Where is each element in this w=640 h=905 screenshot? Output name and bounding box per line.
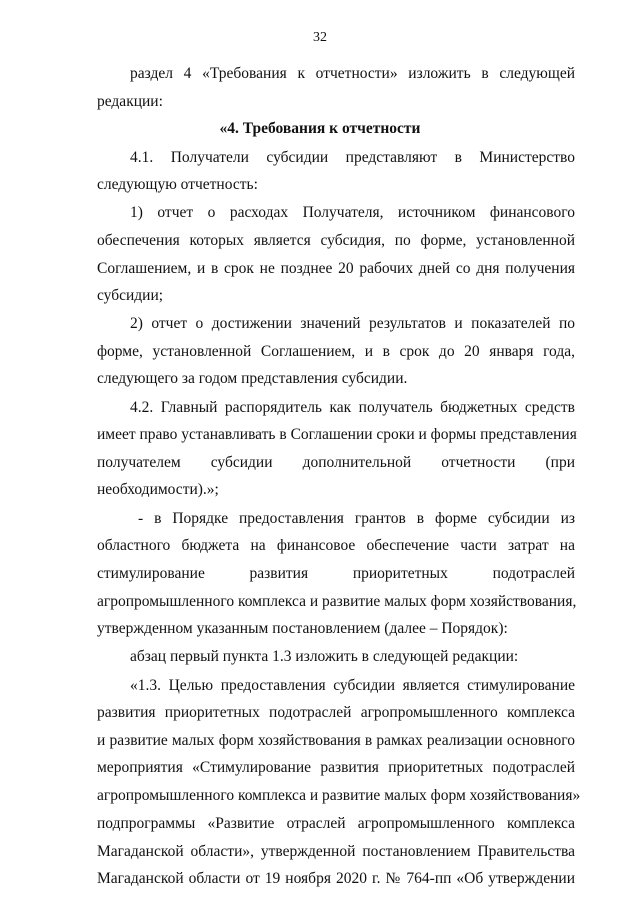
- text-line: получателем субсидии дополнительной отчетности (при: [97, 454, 575, 471]
- text-line: агропромышленного комплекса и развитие малых форм хозяйствования»: [97, 787, 581, 804]
- text-line: 4.1. Получатели субсидии представляют в Министерство: [130, 149, 575, 166]
- text-line: развития приоритетных подотраслей агропромышленного комплекса: [97, 704, 575, 721]
- section-heading: «4. Требования к отчетности: [219, 120, 421, 137]
- text-line: утвержденном указанным постановлением (далее – Порядок):: [97, 620, 508, 637]
- text-line: субсидии;: [97, 287, 164, 304]
- text-line: следующего за годом представления субсидии.: [97, 370, 408, 387]
- text-line: Магаданской области от 19 ноября 2020 г. № 764-пп «Об утверждении: [97, 870, 575, 887]
- text-line: редакции:: [97, 93, 163, 110]
- text-line: имеет право устанавливать в Соглашении сроки и формы представления: [97, 426, 577, 443]
- text-line: агропромышленного комплекса и развитие малых форм хозяйствования,: [97, 593, 577, 610]
- text-line: «1.3. Целью предоставления субсидии является стимулирование: [130, 677, 575, 694]
- page-number: 32: [313, 30, 327, 45]
- text-line: раздел 4 «Требования к отчетности» изложить в следующей: [130, 65, 575, 82]
- text-line: обеспечения которых является субсидия, по форме, установленной: [97, 232, 575, 249]
- text-line: - в Порядке предоставления грантов в форме субсидии из: [138, 510, 575, 527]
- text-line: подпрограммы «Развитие отраслей агропромышленного комплекса: [97, 815, 575, 832]
- text-line: и развитие малых форм хозяйствования в рамках реализации основного: [97, 732, 575, 749]
- text-line: 2) отчет о достижении значений результатов и показателей по: [130, 315, 575, 332]
- text-line: Магаданской области», утвержденной постановлением Правительства: [97, 843, 575, 860]
- text-line: следующую отчетность:: [97, 176, 258, 193]
- text-line: областного бюджета на финансовое обеспечение части затрат на: [97, 537, 575, 554]
- text-line: 4.2. Главный распорядитель как получатель бюджетных средств: [130, 399, 575, 416]
- text-line: 1) отчет о расходах Получателя, источником финансового: [130, 204, 575, 221]
- text-line: необходимости).»;: [97, 481, 219, 498]
- text-line: форме, установленной Соглашением, и в срок до 20 января года,: [97, 343, 575, 360]
- text-line: мероприятия «Стимулирование развития приоритетных подотраслей: [97, 759, 575, 776]
- text-line: стимулирование развития приоритетных подотраслей: [97, 565, 575, 582]
- text-line: Соглашением, и в срок не позднее 20 рабочих дней со дня получения: [97, 260, 575, 277]
- text-line: абзац первый пункта 1.3 изложить в следующей редакции:: [130, 648, 519, 665]
